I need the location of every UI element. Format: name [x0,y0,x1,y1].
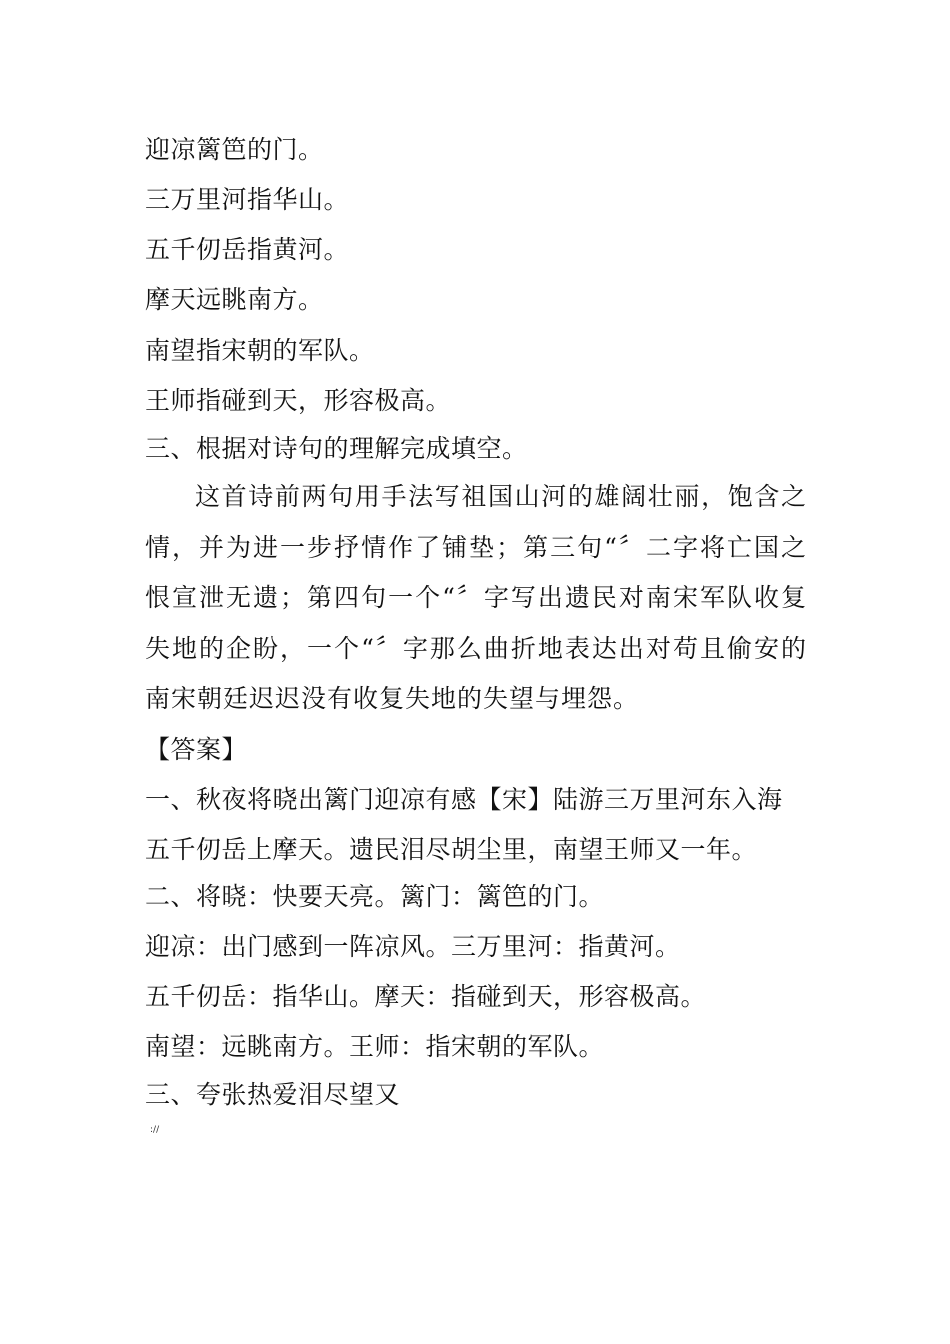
answer-line: 三、夸张热爱泪尽望又 [145,1080,401,1109]
match-line: 王师指碰到天，形容极高。 [145,386,452,415]
section-heading: 三、根据对诗句的理解完成填空。 [145,434,528,463]
match-line: 摩天远眺南方。 [145,285,324,314]
fill-in-paragraph: 这首诗前两句用手法写祖国山河的雄阔壮丽，饱含之情，并为进一步抒情作了铺垫；第三句“〞二字将亡国之恨宣泄无遗；第四句一个“〞字写出遗民对南宋军队收复失地的企盼，一个“〞字那么曲折地表达出对苟且偷安的南宋朝廷迟迟没有收复失地的失望与埋怨。 [145,482,807,714]
match-line: 五千仞岳指黄河。 [145,235,350,264]
match-line: 三万里河指华山。 [145,185,350,214]
answer-line: 南望：远眺南方。王师：指宋朝的军队。 [145,1032,605,1061]
answer-line: 迎凉：出门感到一阵凉风。三万里河：指黄河。 [145,932,681,961]
answers-heading: 【答案】 [145,735,248,764]
match-line: 南望指宋朝的军队。 [145,336,375,365]
answer-line: 五千仞岳上摩天。遗民泪尽胡尘里，南望王师又一年。 [145,835,758,864]
answer-line: 一、秋夜将晓出篱门迎凉有感【宋】陆游三万里河东入海 [145,785,783,814]
match-line: 迎凉篱笆的门。 [145,135,324,164]
answer-line: 五千仞岳：指华山。摩天：指碰到天，形容极高。 [145,982,707,1011]
footer-mark: :// [150,1125,160,1135]
answer-line: 二、将晓：快要天亮。篱门：篱笆的门。 [145,882,605,911]
